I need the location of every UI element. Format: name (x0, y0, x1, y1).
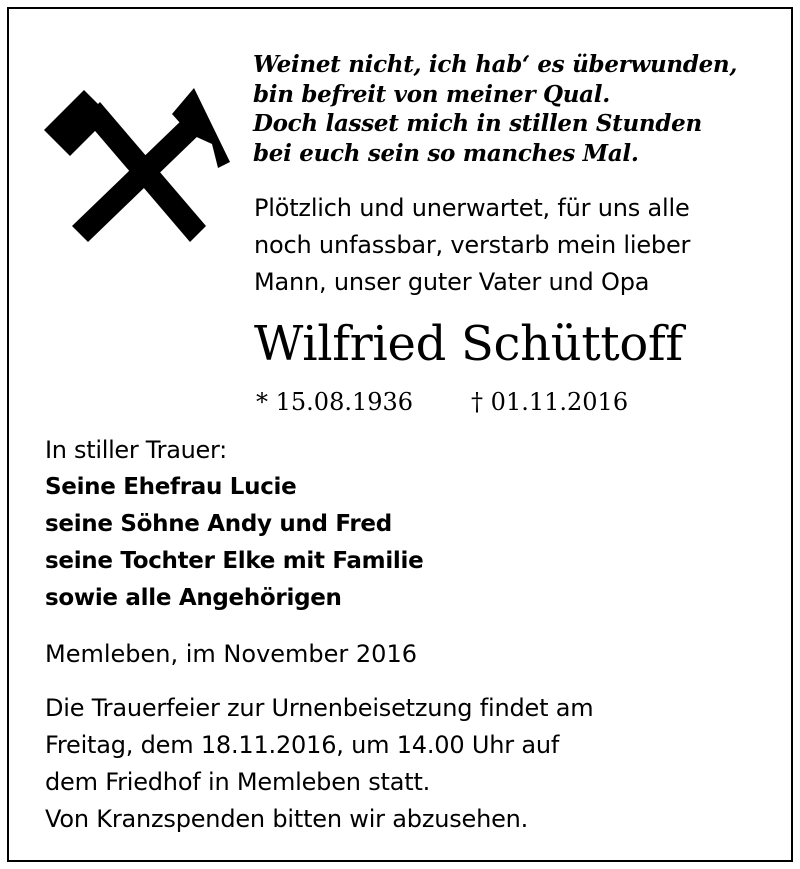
funeral-info (45, 690, 593, 838)
verse-line: bei euch sein so manches Mal. (253, 139, 639, 167)
mourners-heading: In stiller Trauer: (45, 436, 227, 464)
deceased-name: Wilfried Schüttoff (254, 316, 683, 372)
funeral-line: Freitag, dem 18.11.2016, um 14.00 Uhr auf (45, 731, 560, 759)
funeral-line: Von Kranzspenden bitten wir abzusehen. (45, 805, 529, 833)
life-dates (256, 384, 628, 420)
mourner-name: seine Söhne Andy und Fred (45, 511, 392, 537)
crossed-hammers-icon (44, 78, 234, 256)
verse-line: Weinet nicht, ich hab‘ es überwunden, (253, 51, 738, 78)
verse-line: Doch lasset mich in stillen Stunden (253, 110, 702, 137)
verse-line: bin befreit von meiner Qual. (253, 80, 610, 108)
birth-date: * 15.08.1936 (256, 388, 414, 416)
announcement-block (254, 190, 774, 301)
mourners-block (45, 432, 423, 617)
funeral-line: Die Trauerfeier zur Urnenbeisetzung findet am (45, 694, 594, 722)
mourner-name: Seine Ehefrau Lucie (45, 474, 297, 500)
announcement-line: noch unfassbar, verstarb mein lieber (254, 231, 691, 259)
place-date: Memleben, im November 2016 (45, 640, 417, 668)
funeral-line: dem Friedhof in Memleben statt. (45, 768, 431, 796)
announcement-line: Mann, unser guter Vater und Opa (254, 268, 650, 296)
announcement-line: Plötzlich und unerwartet, für uns alle (254, 194, 690, 222)
verse-block (253, 50, 773, 168)
death-date: † 01.11.2016 (471, 388, 629, 416)
mourner-name: seine Tochter Elke mit Familie (45, 548, 424, 574)
mourner-name: sowie alle Angehörigen (45, 585, 342, 611)
